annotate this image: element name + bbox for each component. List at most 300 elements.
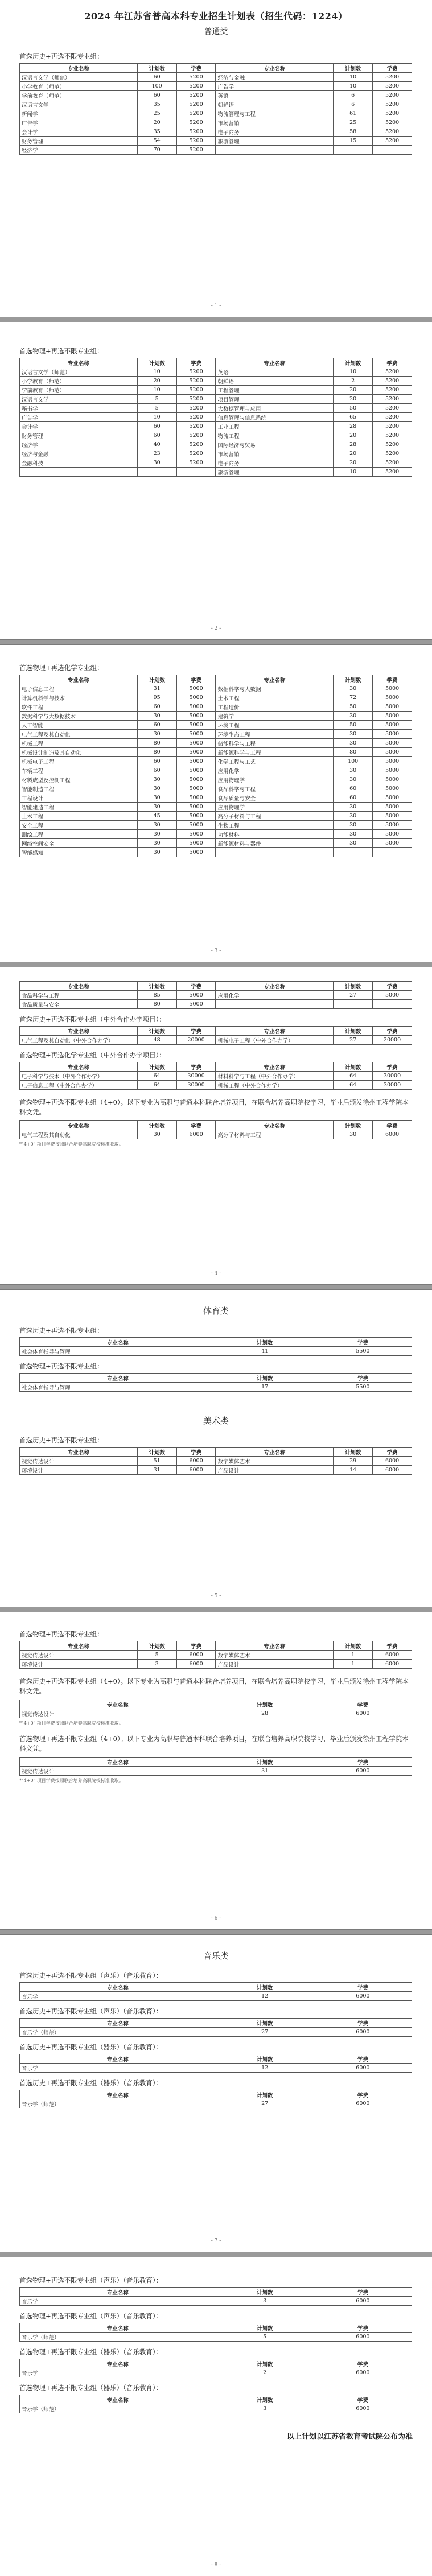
- tuition-cell: 6000: [373, 1660, 412, 1669]
- tuition-cell: 6000: [176, 1466, 216, 1475]
- plan-count-cell: 27: [334, 1036, 373, 1045]
- table-row: [20, 775, 412, 784]
- tuition-cell: 5200: [373, 449, 412, 458]
- tuition-cell: 5200: [373, 127, 412, 137]
- major-name-cell: 音乐学（师范）: [20, 2099, 216, 2108]
- major-name-cell: 高分子材料与工程: [216, 812, 334, 821]
- major-name-cell: 电子信息工程: [20, 684, 138, 693]
- column-header: 专业名称: [20, 1121, 138, 1130]
- major-name-cell: 智能感知: [20, 848, 138, 857]
- plan-count-cell: 6: [334, 91, 373, 100]
- plan-count-cell: 5: [137, 1651, 176, 1660]
- table-header-row: [20, 1338, 412, 1347]
- table-row: [20, 730, 412, 739]
- major-name-cell: 电气工程及其自动化: [20, 1130, 138, 1139]
- tuition-cell: [373, 146, 412, 155]
- table-row: [20, 458, 412, 468]
- table-row: [20, 1767, 412, 1776]
- tuition-cell: 5000: [373, 793, 412, 803]
- column-header: 学费: [314, 2019, 412, 2028]
- tuition-cell: 6000: [176, 1660, 216, 1669]
- plan-count-cell: 54: [137, 137, 176, 146]
- major-name-cell: 国际经济与贸易: [216, 440, 334, 449]
- plan-count-cell: 95: [137, 693, 176, 702]
- tuition-cell: 5200: [373, 367, 412, 377]
- table-row: [20, 766, 412, 775]
- tuition-cell: 5000: [176, 757, 216, 766]
- group-label-music: 首选历史+再选不限专业组（器乐）（音乐教育）：: [19, 2043, 163, 2051]
- table-header-row: [20, 2359, 412, 2368]
- tuition-cell: 6000: [373, 1466, 412, 1475]
- tuition-cell: 5000: [176, 803, 216, 812]
- tuition-cell: 5000: [373, 803, 412, 812]
- column-header: 计划数: [137, 1027, 176, 1036]
- column-header: 计划数: [137, 1121, 176, 1130]
- plan-count-cell: 40: [137, 440, 176, 449]
- plan-count-cell: 10: [334, 367, 373, 377]
- table-row: [20, 118, 412, 127]
- major-name-cell: 汉语言文学: [20, 100, 138, 109]
- column-header: 计划数: [334, 675, 373, 684]
- table-row: [20, 1457, 412, 1466]
- table-header-row: [20, 1983, 412, 1992]
- tuition-cell: 5000: [373, 721, 412, 730]
- tuition-cell: [176, 468, 216, 477]
- plan-count-cell: 30: [137, 793, 176, 803]
- tuition-cell: 5200: [176, 431, 216, 440]
- major-name-cell: 电子商务: [216, 458, 334, 468]
- major-name-cell: 经济与金融: [20, 449, 138, 458]
- tuition-cell: 30000: [373, 1081, 412, 1090]
- major-name-cell: 土木工程: [216, 693, 334, 702]
- table-row: [20, 1651, 412, 1660]
- tuition-cell: 6000: [176, 1651, 216, 1660]
- plan-count-cell: 61: [334, 109, 373, 118]
- group-label-phys-any: 首选物理+再选不限专业组：: [19, 1362, 104, 1370]
- column-header: 计划数: [216, 2090, 314, 2099]
- column-header: 学费: [314, 1983, 412, 1992]
- tuition-cell: 5200: [373, 386, 412, 395]
- table-header-row: [20, 1700, 412, 1709]
- column-header: 专业名称: [216, 1121, 334, 1130]
- column-header: 学费: [373, 1641, 412, 1651]
- plan-count-cell: 30: [137, 839, 176, 848]
- table-header-row: [20, 1121, 412, 1130]
- plan-count-cell: 51: [137, 1457, 176, 1466]
- major-name-cell: 生物工程: [216, 821, 334, 830]
- table-header-row: [20, 1448, 412, 1457]
- plan-table: [19, 1757, 412, 1776]
- tuition-cell: 5000: [176, 712, 216, 721]
- column-header: 学费: [314, 2395, 412, 2404]
- column-header: 学费: [373, 64, 412, 73]
- tuition-cell: 6000: [176, 1457, 216, 1466]
- column-header: 计划数: [216, 1374, 314, 1383]
- column-header: 专业名称: [20, 1641, 138, 1651]
- column-header: 专业名称: [216, 64, 334, 73]
- column-header: 学费: [373, 1027, 412, 1036]
- table-header-row: [20, 2395, 412, 2404]
- tuition-cell: 20000: [176, 1036, 216, 1045]
- table-row: [20, 1081, 412, 1090]
- plan-count-cell: 20: [334, 458, 373, 468]
- major-name-cell: 应用物理学: [216, 775, 334, 784]
- tuition-cell: 6000: [314, 1767, 412, 1776]
- plan-count-cell: [137, 468, 176, 477]
- tuition-cell: 6000: [314, 1709, 412, 1718]
- table-header-row: [20, 2019, 412, 2028]
- plan-count-cell: 100: [137, 82, 176, 91]
- plan-count-cell: 50: [334, 404, 373, 413]
- group-label-hist-any-sino: 首选历史+再选不限专业组（中外合作办学项目）：: [19, 1015, 166, 1023]
- table-row: [20, 1000, 412, 1009]
- tuition-cell: 5200: [176, 137, 216, 146]
- tuition-cell: 5200: [373, 458, 412, 468]
- page-6: [0, 1612, 432, 1929]
- plan-count-cell: 28: [216, 1709, 314, 1718]
- group-label-music: 首选历史+再选不限专业组（器乐）（音乐教育）：: [19, 2079, 163, 2087]
- major-name-cell: 测绘工程: [20, 830, 138, 839]
- plan-count-cell: 30: [137, 775, 176, 784]
- joint-program-footnote: *"4+0" 项目学费按照联合培养高职院校标准收取。: [19, 1721, 124, 1726]
- major-name-cell: 应用物理学: [216, 803, 334, 812]
- table-header-row: [20, 2323, 412, 2333]
- tuition-cell: 5200: [373, 422, 412, 431]
- plan-table: [19, 2054, 412, 2073]
- table-row: [20, 684, 412, 693]
- major-name-cell: 视觉传达设计: [20, 1767, 216, 1776]
- tuition-cell: 5200: [176, 367, 216, 377]
- major-name-cell: 材料科学与工程（中外合作办学）: [216, 1072, 334, 1081]
- page-separator: [0, 317, 432, 322]
- tuition-cell: 5200: [373, 395, 412, 404]
- plan-count-cell: 65: [334, 413, 373, 422]
- major-name-cell: 建筑学: [216, 712, 334, 721]
- plan-count-cell: 5: [137, 404, 176, 413]
- page-7: [0, 1935, 432, 2252]
- tuition-cell: 5000: [176, 693, 216, 702]
- major-name-cell: 食品科学与工程: [20, 991, 138, 1000]
- plan-count-cell: 35: [137, 127, 176, 137]
- tuition-cell: 5200: [176, 100, 216, 109]
- column-header: 学费: [314, 1374, 412, 1383]
- closing-statement: 以上计划以江苏省教育考试院公布为准: [286, 2433, 413, 2441]
- plan-count-cell: 20: [334, 449, 373, 458]
- column-header: 专业名称: [20, 1374, 216, 1383]
- column-header: 专业名称: [20, 1758, 216, 1767]
- column-header: 计划数: [216, 2323, 314, 2333]
- plan-table: [19, 1026, 412, 1045]
- table-row: [20, 793, 412, 803]
- plan-table: [19, 1700, 412, 1718]
- tuition-cell: 5200: [373, 377, 412, 386]
- tuition-cell: 5000: [176, 702, 216, 712]
- column-header: 计划数: [334, 1062, 373, 1072]
- major-name-cell: 秘书学: [20, 404, 138, 413]
- column-header: 计划数: [137, 982, 176, 991]
- plan-count-cell: 23: [137, 449, 176, 458]
- tuition-cell: 20000: [373, 1036, 412, 1045]
- plan-count-cell: 35: [137, 100, 176, 109]
- plan-count-cell: 72: [334, 693, 373, 702]
- column-header: 学费: [176, 1121, 216, 1130]
- column-header: 专业名称: [216, 1062, 334, 1072]
- group-label-hist-any: 首选历史+再选不限专业组：: [19, 1326, 104, 1334]
- major-name-cell: 机械设计制造及其自动化: [20, 748, 138, 757]
- category-sports-title: 体育类: [203, 1306, 229, 1316]
- major-name-cell: 英语: [216, 91, 334, 100]
- plan-count-cell: 60: [137, 431, 176, 440]
- column-header: 专业名称: [216, 1641, 334, 1651]
- column-header: 计划数: [216, 2395, 314, 2404]
- major-name-cell: 市场营销: [216, 449, 334, 458]
- table-row: [20, 377, 412, 386]
- major-name-cell: 工程管理: [216, 386, 334, 395]
- group-label-hist-any: 首选历史+再选不限专业组：: [19, 1436, 104, 1444]
- column-header: 学费: [373, 1448, 412, 1457]
- tuition-cell: 5200: [176, 413, 216, 422]
- major-name-cell: 会计学: [20, 422, 138, 431]
- plan-table: [19, 1062, 412, 1090]
- column-header: 计划数: [216, 2288, 314, 2297]
- major-name-cell: 物流工程: [216, 431, 334, 440]
- plan-count-cell: 64: [137, 1072, 176, 1081]
- plan-count-cell: 31: [137, 1466, 176, 1475]
- tuition-cell: 5000: [373, 748, 412, 757]
- tuition-cell: 5200: [373, 100, 412, 109]
- tuition-cell: 5200: [176, 395, 216, 404]
- major-name-cell: 机械电子工程: [20, 757, 138, 766]
- major-name-cell: 食品科学与工程: [216, 784, 334, 793]
- table-row: [20, 100, 412, 109]
- major-name-cell: 信息管理与信息系统: [216, 413, 334, 422]
- column-header: 学费: [373, 982, 412, 991]
- major-name-cell: 应用化学: [216, 991, 334, 1000]
- plan-count-cell: 64: [334, 1072, 373, 1081]
- major-name-cell: 音乐学（师范）: [20, 2028, 216, 2037]
- major-name-cell: 音乐学（师范）: [20, 2333, 216, 2342]
- table-row: [20, 395, 412, 404]
- table-header-row: [20, 2054, 412, 2064]
- plan-count-cell: 60: [334, 784, 373, 793]
- plan-count-cell: 10: [334, 82, 373, 91]
- table-row: [20, 2064, 412, 2073]
- page-separator: [0, 2252, 432, 2257]
- plan-count-cell: 60: [137, 422, 176, 431]
- major-name-cell: 项目管理: [216, 395, 334, 404]
- plan-count-cell: 3: [216, 2297, 314, 2306]
- plan-count-cell: [334, 848, 373, 857]
- column-header: 计划数: [216, 1338, 314, 1347]
- major-name-cell: 经济学: [20, 146, 138, 155]
- major-name-cell: 金融科技: [20, 458, 138, 468]
- tuition-cell: 5200: [373, 82, 412, 91]
- column-header: 专业名称: [20, 64, 138, 73]
- tuition-cell: 5000: [373, 775, 412, 784]
- plan-count-cell: 10: [334, 73, 373, 82]
- plan-count-cell: 30: [137, 1130, 176, 1139]
- page-number: - 8 -: [211, 2562, 221, 2568]
- table-row: [20, 468, 412, 477]
- major-name-cell: 电子信息工程（中外合作办学）: [20, 1081, 138, 1090]
- major-name-cell: 环境生态工程: [216, 730, 334, 739]
- tuition-cell: 5000: [373, 991, 412, 1000]
- major-name-cell: 小学教育（师范）: [20, 82, 138, 91]
- plan-count-cell: 64: [137, 1081, 176, 1090]
- tuition-cell: 5500: [314, 1383, 412, 1392]
- group-label-phys-chem-sino: 首选物理+再选化学专业组（中外合作办学项目）：: [19, 1051, 166, 1059]
- plan-count-cell: 30: [137, 830, 176, 839]
- major-name-cell: 产品设计: [216, 1660, 334, 1669]
- table-header-row: [20, 358, 412, 367]
- column-header: 专业名称: [20, 1338, 216, 1347]
- plan-table: [19, 2018, 412, 2037]
- tuition-cell: 6000: [314, 2064, 412, 2073]
- page-5: [0, 1290, 432, 1607]
- column-header: 学费: [314, 2359, 412, 2368]
- major-name-cell: 物流管理与工程: [216, 109, 334, 118]
- tuition-cell: 5200: [176, 449, 216, 458]
- page-8: [0, 2257, 432, 2576]
- plan-count-cell: 30: [334, 821, 373, 830]
- plan-count-cell: 12: [216, 1992, 314, 2001]
- plan-count-cell: 2: [216, 2368, 314, 2377]
- column-header: 计划数: [137, 1062, 176, 1072]
- column-header: 学费: [176, 64, 216, 73]
- table-row: [20, 109, 412, 118]
- plan-count-cell: 1: [334, 1651, 373, 1660]
- major-name-cell: 音乐学（师范）: [20, 2404, 216, 2413]
- table-row: [20, 1383, 412, 1392]
- tuition-cell: [373, 848, 412, 857]
- plan-count-cell: 30: [334, 1130, 373, 1139]
- plan-table: [19, 1373, 412, 1392]
- tuition-cell: 6000: [314, 2099, 412, 2108]
- plan-count-cell: 30: [137, 730, 176, 739]
- major-name-cell: 环境工程: [216, 721, 334, 730]
- plan-table: [19, 2395, 412, 2413]
- table-row: [20, 748, 412, 757]
- major-name-cell: 汉语言文学（师范）: [20, 367, 138, 377]
- joint-program-note: 首选物理+再选不限专业组（4+0）。以下专业为高职与普通本科联合培养项目，在联合培养高职院校学习，毕业后颁发徐州工程学院本科文凭。: [19, 1098, 409, 1116]
- column-header: 专业名称: [20, 2288, 216, 2297]
- column-header: 计划数: [137, 64, 176, 73]
- table-header-row: [20, 1062, 412, 1072]
- group-label-phys-any: 首选物理+再选不限专业组：: [19, 1630, 104, 1638]
- column-header: 专业名称: [216, 982, 334, 991]
- tuition-cell: 5200: [373, 137, 412, 146]
- plan-count-cell: 30: [334, 775, 373, 784]
- table-row: [20, 812, 412, 821]
- tuition-cell: 5000: [373, 784, 412, 793]
- tuition-cell: 5200: [373, 73, 412, 82]
- plan-count-cell: 50: [334, 721, 373, 730]
- major-name-cell: 人工智能: [20, 721, 138, 730]
- page-2: [0, 322, 432, 639]
- tuition-cell: 5000: [373, 757, 412, 766]
- major-name-cell: 朝鲜语: [216, 377, 334, 386]
- major-name-cell: 环境设计: [20, 1660, 138, 1669]
- page-separator: [0, 1284, 432, 1290]
- plan-count-cell: 80: [137, 739, 176, 748]
- tuition-cell: 5200: [176, 404, 216, 413]
- tuition-cell: 5000: [176, 766, 216, 775]
- plan-count-cell: 85: [137, 991, 176, 1000]
- tuition-cell: 6000: [314, 2404, 412, 2413]
- joint-program-footnote: *"4+0" 项目学费按照联合培养高职院校标准收取。: [19, 1778, 124, 1783]
- tuition-cell: 5000: [373, 684, 412, 693]
- plan-table: [19, 981, 412, 1009]
- major-name-cell: 英语: [216, 367, 334, 377]
- major-name-cell: 电子科学与技术（中外合作办学）: [20, 1072, 138, 1081]
- tuition-cell: 5200: [176, 118, 216, 127]
- major-name-cell: 化学工程与工艺: [216, 757, 334, 766]
- plan-count-cell: 30: [334, 830, 373, 839]
- major-name-cell: 旅游管理: [216, 468, 334, 477]
- major-name-cell: 数字媒体艺术: [216, 1651, 334, 1660]
- tuition-cell: 5200: [373, 440, 412, 449]
- group-label-phys-any: 首选物理+再选不限专业组：: [19, 347, 104, 355]
- tuition-cell: 5500: [314, 1347, 412, 1356]
- column-header: 计划数: [216, 1758, 314, 1767]
- major-name-cell: 小学教育（师范）: [20, 377, 138, 386]
- major-name-cell: 环境设计: [20, 1466, 138, 1475]
- column-header: 学费: [176, 1027, 216, 1036]
- column-header: 计划数: [216, 1983, 314, 1992]
- page-number: - 5 -: [211, 1593, 221, 1599]
- tuition-cell: 5000: [176, 839, 216, 848]
- major-name-cell: 视觉传达设计: [20, 1709, 216, 1718]
- tuition-cell: 30000: [373, 1072, 412, 1081]
- plan-count-cell: 27: [216, 2099, 314, 2108]
- group-label-music: 首选物理+再选不限专业组（器乐）（音乐教育）：: [19, 2348, 163, 2356]
- table-row: [20, 1660, 412, 1669]
- tuition-cell: 5000: [176, 730, 216, 739]
- plan-count-cell: 20: [137, 118, 176, 127]
- tuition-cell: 5200: [176, 91, 216, 100]
- tuition-cell: 5000: [176, 775, 216, 784]
- major-name-cell: 广告学: [20, 413, 138, 422]
- plan-count-cell: 50: [334, 702, 373, 712]
- group-label-music: 首选物理+再选不限专业组（声乐）（音乐教育）：: [19, 2276, 163, 2284]
- plan-count-cell: 30: [137, 803, 176, 812]
- tuition-cell: 6000: [314, 1992, 412, 2001]
- table-row: [20, 693, 412, 702]
- plan-count-cell: 20: [137, 377, 176, 386]
- tuition-cell: 5200: [373, 413, 412, 422]
- table-row: [20, 1072, 412, 1081]
- page-3: [0, 645, 432, 962]
- table-row: [20, 2297, 412, 2306]
- joint-program-note: 首选物理+再选不限专业组（4+0）。以下专业为高职与普通本科联合培养项目，在联合培养高职院校学习，毕业后颁发徐州工程学院本科文凭。: [19, 1735, 409, 1752]
- group-label-phys-chem: 首选物理+再选化学专业组：: [19, 664, 104, 672]
- column-header: 学费: [314, 1700, 412, 1709]
- column-header: 专业名称: [20, 2395, 216, 2404]
- table-row: [20, 1036, 412, 1045]
- major-name-cell: [216, 146, 334, 155]
- column-header: 学费: [176, 675, 216, 684]
- tuition-cell: 5000: [176, 739, 216, 748]
- plan-count-cell: 60: [137, 73, 176, 82]
- major-name-cell: 汉语言文学（师范）: [20, 73, 138, 82]
- table-row: [20, 431, 412, 440]
- plan-count-cell: 60: [137, 757, 176, 766]
- tuition-cell: 5200: [176, 386, 216, 395]
- table-row: [20, 413, 412, 422]
- column-header: 计划数: [216, 1700, 314, 1709]
- plan-table: [19, 2287, 412, 2306]
- plan-count-cell: 6: [334, 100, 373, 109]
